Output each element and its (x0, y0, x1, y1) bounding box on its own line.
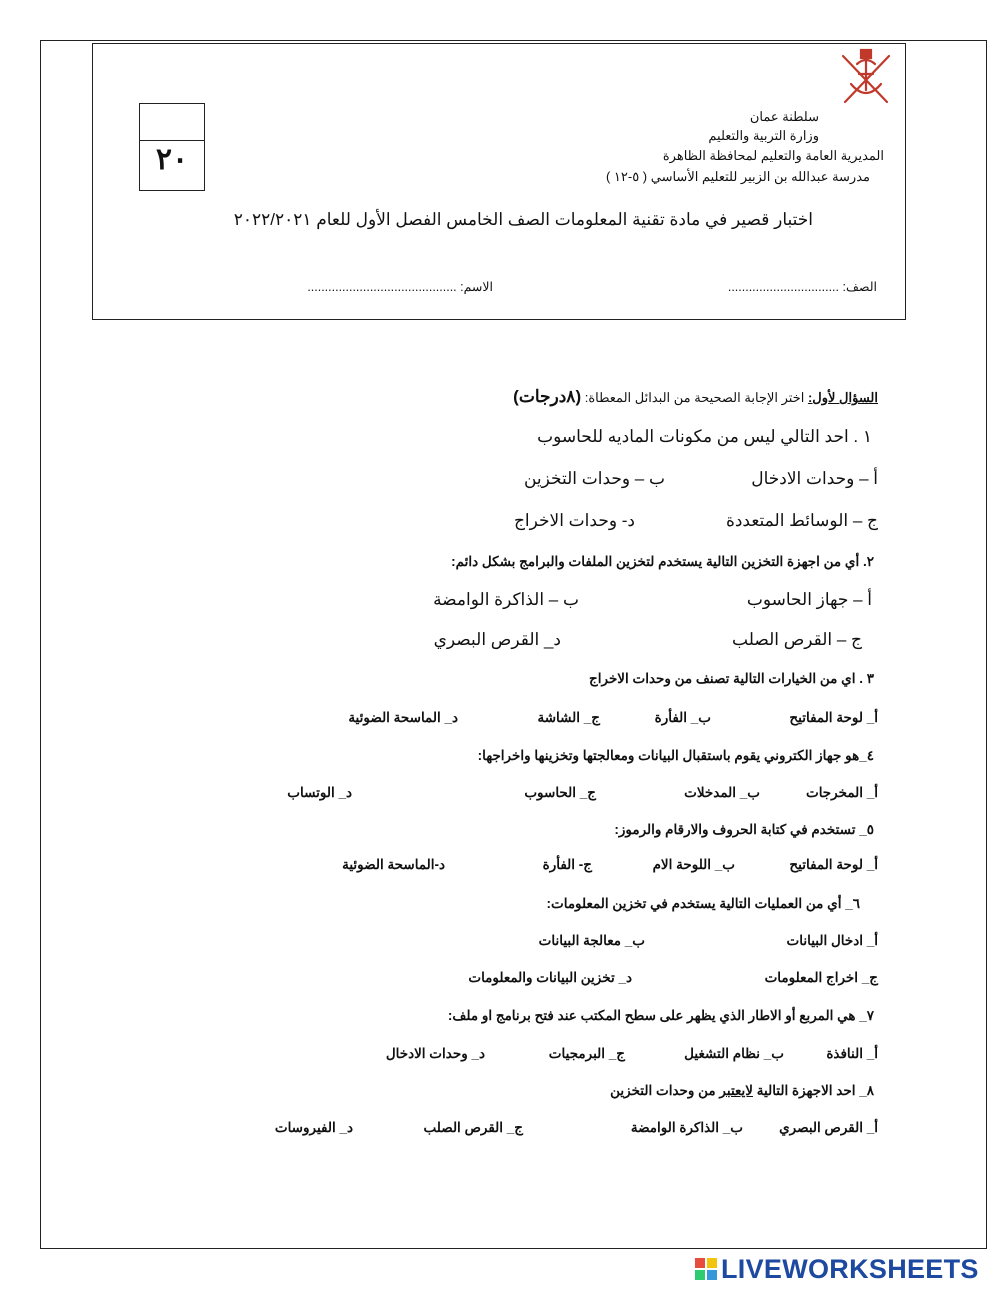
q4-option-c[interactable]: ج_ الحاسوب (524, 785, 596, 800)
q4-option-b[interactable]: ب_ المدخلات (684, 785, 760, 800)
question-4-text: ٤_هو جهاز الكتروني يقوم باستقبال البيانات ومعالجتها وتخزينها واخراجها: (477, 748, 874, 763)
q4-option-a[interactable]: أ_ المخرجات (805, 785, 878, 800)
question-7-text: ٧_ هي المربع أو الاطار الذي يظهر على سطح المكتب عند فتح برنامج او ملف: (447, 1008, 874, 1023)
q8-option-d[interactable]: د_ الفيروسات (274, 1120, 353, 1135)
q2-option-d[interactable]: د_ القرص البصري (433, 630, 561, 649)
liveworksheets-brand: LIVEWORKSHEETS (721, 1254, 979, 1284)
q1-option-b[interactable]: ب – وحدات التخزين (523, 469, 665, 488)
liveworksheets-footer[interactable] (695, 1254, 979, 1287)
q6-option-b[interactable]: ب_ معالجة البيانات (538, 933, 645, 948)
name-field[interactable]: الاسم: ........................................... (307, 280, 493, 294)
q6-option-a[interactable]: أ_ ادخال البيانات (786, 933, 878, 948)
exam-title: اختبار قصير في مادة تقنية المعلومات الصف الخامس الفصل الأول للعام ٢٠٢٢/٢٠٢١ (233, 210, 813, 229)
q8-option-a[interactable]: أ_ القرص البصري (779, 1120, 878, 1135)
q5-option-d[interactable]: د-الماسحة الضوئية (342, 857, 445, 872)
q7-option-b[interactable]: ب_ نظام التشغيل (684, 1046, 784, 1061)
score-total: ٢٠ (155, 143, 189, 176)
q6-option-d[interactable]: د_ تخزين البيانات والمعلومات (468, 970, 632, 985)
q1-option-a[interactable]: أ – وحدات الادخال (751, 469, 878, 488)
question-6-text: ٦_ أي من العمليات التالية يستخدم في تخزين المعلومات: (546, 896, 860, 911)
header-line-2: وزارة التربية والتعليم (708, 128, 819, 143)
q8-text-prefix: ٨_ احد الاجهزة التالية (756, 1083, 874, 1098)
q5-option-b[interactable]: ب_ اللوحة الام (652, 857, 735, 872)
section-label: السؤال لأول: (807, 390, 878, 405)
q1-option-c[interactable]: ج – الوسائط المتعددة (725, 511, 878, 530)
question-8-text (610, 1083, 874, 1099)
q7-option-c[interactable]: ج_ البرمجيات (548, 1046, 625, 1061)
header-line-3: المديرية العامة والتعليم لمحافظة الظاهرة (662, 148, 884, 163)
question-2-text: ٢. أي من اجهزة التخزين التالية يستخدم لتخزين الملفات والبرامج بشكل دائم: (451, 554, 874, 569)
q3-option-d[interactable]: د_ الماسحة الضوئية (348, 710, 458, 725)
q3-option-a[interactable]: أ_ لوحة المفاتيح (789, 710, 878, 725)
q8-option-c[interactable]: ج_ القرص الصلب (423, 1120, 523, 1135)
q7-option-d[interactable]: د_ وحدات الادخال (385, 1046, 485, 1061)
question-5-text: ٥_ تستخدم في كتابة الحروف والارقام والرموز: (614, 822, 874, 837)
header-line-1: سلطنة عمان (749, 109, 819, 124)
q3-option-c[interactable]: ج_ الشاشة (537, 710, 600, 725)
q4-option-d[interactable]: د_ الوتساب (287, 785, 352, 800)
header-line-4: مدرسة عبدالله بن الزبير للتعليم الأساسي ( ٥-١٢ ) (605, 169, 870, 184)
q7-option-a[interactable]: أ_ النافذة (826, 1046, 878, 1061)
score-box (139, 103, 205, 191)
q8-text-underlined: لايعتبر (719, 1083, 753, 1098)
question-3-text: ٣ . اي من الخيارات التالية تصنف من وحدات الاخراج (589, 671, 874, 686)
section-heading (513, 387, 878, 407)
q2-option-c[interactable]: ج – القرص الصلب (732, 630, 862, 649)
q5-option-a[interactable]: أ_ لوحة المفاتيح (789, 857, 878, 872)
section-instruction: اختر الإجابة الصحيحة من البدائل المعطاة: (584, 390, 805, 405)
q5-option-c[interactable]: ج- الفأرة (542, 857, 592, 872)
question-1-text: ١ . احد التالي ليس من مكونات الماديه للحاسوب (537, 427, 872, 446)
q2-option-a[interactable]: أ – جهاز الحاسوب (746, 590, 872, 609)
q8-option-b[interactable]: ب_ الذاكرة الوامضة (630, 1120, 743, 1135)
q6-option-c[interactable]: ج_ اخراج المعلومات (764, 970, 878, 985)
oman-emblem-logo (835, 44, 897, 110)
q3-option-b[interactable]: ب_ الفأرة (654, 710, 711, 725)
liveworksheets-logo-icon (695, 1258, 717, 1282)
q2-option-b[interactable]: ب – الذاكرة الوامضة (433, 590, 579, 609)
section-marks: (٨درجات) (513, 387, 582, 406)
class-field[interactable]: الصف: ................................ (727, 280, 877, 294)
q1-option-d[interactable]: د- وحدات الاخراج (513, 511, 635, 530)
q8-text-suffix: من وحدات التخزين (610, 1083, 716, 1098)
